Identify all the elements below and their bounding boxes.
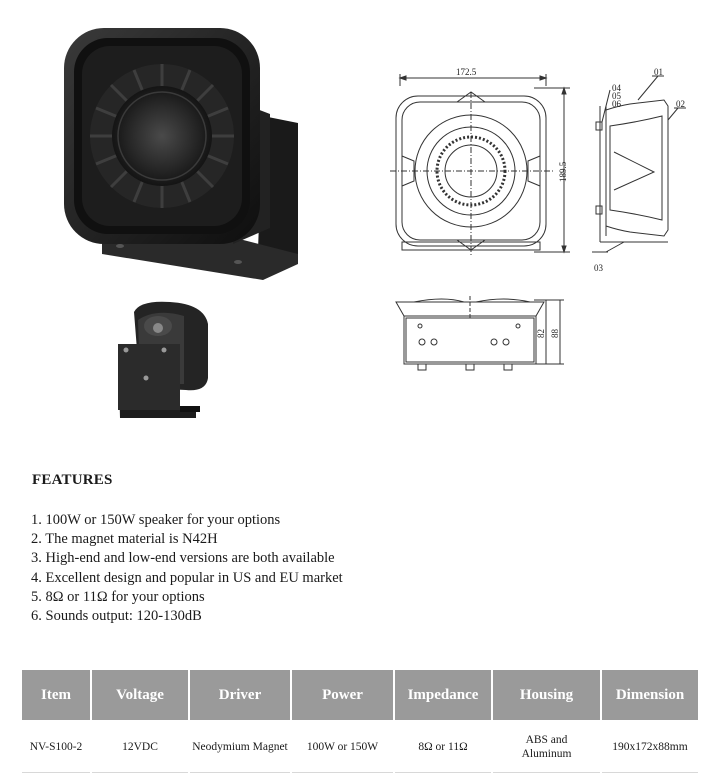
- technical-drawing-front: [384, 66, 584, 271]
- feature-item: 3. High-end and low-end versions are both available: [31, 550, 335, 567]
- width-dimension: 172.5: [456, 67, 477, 77]
- cell-driver: Neodymium Magnet: [190, 722, 290, 773]
- feature-item: 1. 100W or 150W speaker for your options: [31, 512, 281, 528]
- features-list: [31, 511, 343, 626]
- feature-item: 6. Sounds output: 120-130dB: [31, 608, 202, 625]
- header-item: Item: [22, 670, 90, 722]
- depth-dimension-outer: 88: [550, 329, 560, 338]
- table-header-row: [22, 670, 698, 722]
- product-photo-front: [58, 18, 308, 291]
- callout-01: 01: [654, 67, 663, 77]
- feature-item: 2. The magnet material is N42H: [31, 531, 218, 548]
- product-photo-back: [110, 298, 220, 425]
- cell-dimension: 190x172x88mm: [602, 722, 698, 773]
- technical-drawing-side: [578, 66, 690, 285]
- header-power: Power: [292, 670, 393, 722]
- technical-drawing-top: [384, 292, 574, 381]
- callout-03: 03: [594, 263, 603, 273]
- features-heading: FEATURES: [32, 472, 113, 488]
- header-housing: Housing: [493, 670, 600, 722]
- cell-power: 100W or 150W: [292, 722, 393, 773]
- header-impedance: Impedance: [395, 670, 491, 722]
- cell-voltage: 12VDC: [92, 722, 188, 773]
- depth-dimension-inner: 82: [536, 329, 546, 338]
- header-dimension: Dimension: [602, 670, 698, 722]
- spec-table: [20, 670, 700, 773]
- cell-housing: ABS and Aluminum: [493, 722, 600, 773]
- callout-04: 04: [612, 83, 621, 93]
- header-driver: Driver: [190, 670, 290, 722]
- cell-item: NV-S100-2: [22, 722, 90, 773]
- header-voltage: Voltage: [92, 670, 188, 722]
- callout-05: 05: [612, 91, 621, 101]
- height-dimension: 189.5: [558, 161, 568, 182]
- feature-item: 4. Excellent design and popular in US and EU market: [31, 569, 343, 586]
- table-row: [22, 722, 698, 773]
- feature-item: 5. 8Ω or 11Ω for your options: [31, 588, 205, 605]
- callout-02: 02: [676, 99, 685, 109]
- cell-impedance: 8Ω or 11Ω: [395, 722, 491, 773]
- callout-06: 06: [612, 99, 621, 109]
